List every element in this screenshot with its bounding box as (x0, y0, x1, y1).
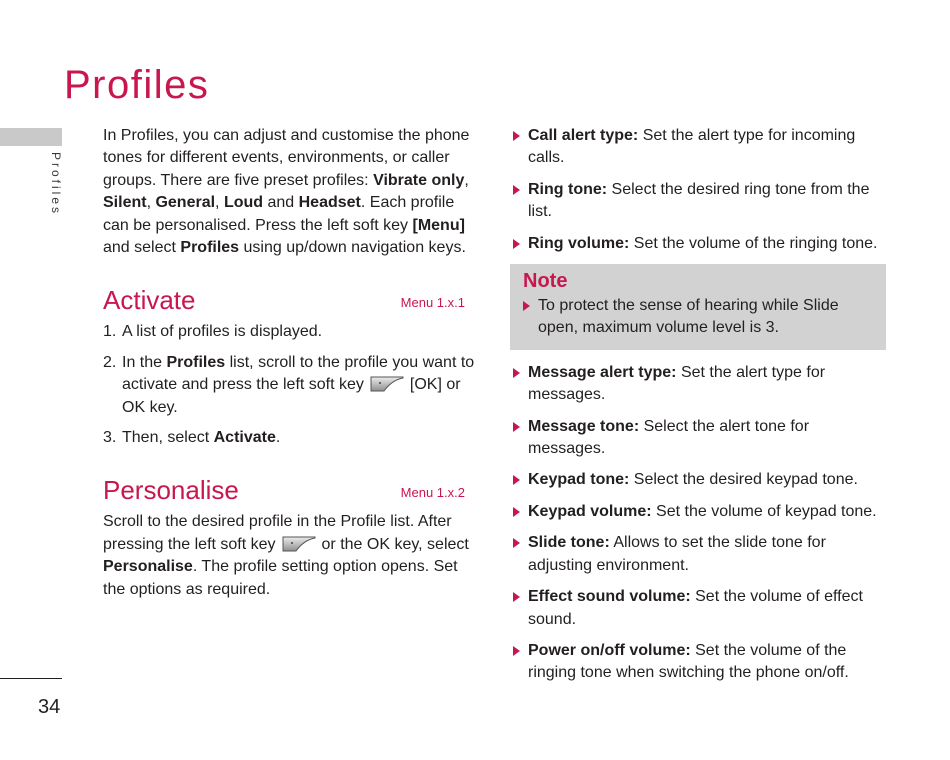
triangle-bullet-icon (513, 538, 520, 548)
list-item: Power on/off volume: Set the volume of the ringing tone when switching the phone on/off. (512, 640, 886, 685)
intro-paragraph: In Profiles, you can adjust and customise the phone tones for different events, environments, or caller groups. There are five preset profiles: Vibrate only, Silent, General, Loud and Headset. Each profile can be personalised. Press the left soft key [Menu] and select Profiles using up/down navigation keys. (103, 127, 470, 257)
page-title: Profiles (64, 62, 210, 107)
note-title: Note (523, 270, 568, 293)
activate-section-header (103, 285, 475, 319)
triangle-bullet-icon (513, 131, 520, 141)
triangle-bullet-icon (513, 239, 520, 249)
page-number: 34 (38, 696, 61, 718)
list-item: Keypad volume: Set the volume of keypad tone. (512, 501, 886, 523)
side-label: Profiles (49, 152, 63, 217)
activate-steps (103, 321, 475, 449)
left-soft-key-icon (282, 536, 316, 552)
left-column (103, 125, 475, 601)
left-soft-key-icon (370, 376, 404, 392)
list-item: Message tone: Select the alert tone for messages. (512, 416, 886, 461)
list-item: Slide tone: Allows to set the slide tone for adjusting environment. (512, 532, 886, 577)
footer-divider (0, 678, 62, 679)
list-item: 2. In the Profiles list, scroll to the profile you want to activate and press the left soft key [OK] or OK key. (103, 353, 475, 416)
list-item: Call alert type: Set the alert type for incoming calls. (512, 125, 886, 170)
note-box (510, 264, 886, 350)
triangle-bullet-icon (513, 507, 520, 517)
note-text: To protect the sense of hearing while Slide open, maximum volume level is 3. (523, 295, 874, 340)
triangle-bullet-icon (513, 185, 520, 195)
personalise-paragraph: Scroll to the desired profile in the Profile list. After pressing the left soft key or the OK key, select Personalise. The profile setting option opens. Set the options as required. (103, 513, 469, 598)
triangle-bullet-icon (513, 368, 520, 378)
personalise-menu-ref: Menu 1.x.2 (400, 485, 465, 501)
personalise-heading: Personalise (103, 475, 239, 506)
list-item: 3. Then, select Activate. (103, 429, 281, 447)
list-item: Effect sound volume: Set the volume of effect sound. (512, 586, 886, 631)
right-column (512, 125, 886, 694)
list-item: 1. A list of profiles is displayed. (103, 323, 323, 341)
list-item: Ring volume: Set the volume of the ringing tone. (512, 233, 886, 255)
list-item: Ring tone: Select the desired ring tone from the list. (512, 179, 886, 224)
triangle-bullet-icon (513, 475, 520, 485)
triangle-bullet-icon (513, 646, 520, 656)
activate-heading: Activate (103, 285, 196, 316)
personalise-section-header (103, 475, 475, 509)
list-item: Keypad tone: Select the desired keypad tone. (512, 469, 886, 491)
activate-menu-ref: Menu 1.x.1 (400, 295, 465, 311)
triangle-bullet-icon (523, 301, 530, 311)
list-item: Message alert type: Set the alert type for messages. (512, 362, 886, 407)
side-tab (0, 128, 62, 146)
triangle-bullet-icon (513, 422, 520, 432)
triangle-bullet-icon (513, 592, 520, 602)
